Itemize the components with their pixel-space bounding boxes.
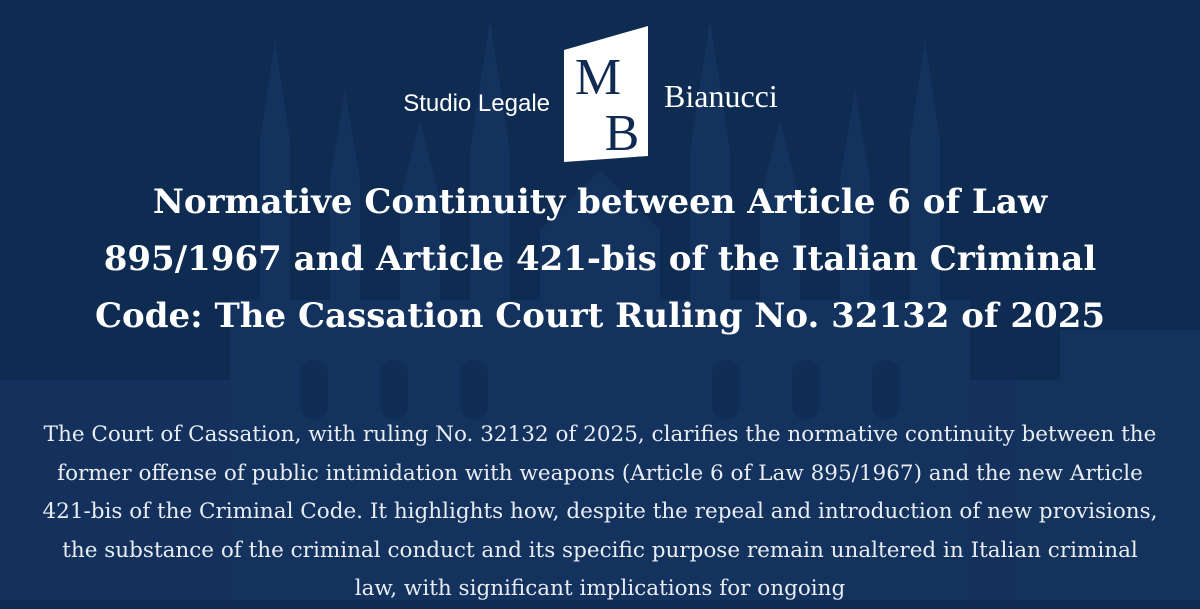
article-summary: The Court of Cassation, with ruling No. 32132 of 2025, clarifies the normative continuity between the former offense of public intimidation with weapons (Article 6 of Law 895/1967) and the new Article 421-bis of the Criminal Code. It highlights how, despite the repeal and introduction of new provisions, the substance of the criminal conduct and its specific purpose remain unaltered in Italian criminal law, with significant implications for ongoing xyxy=(42,422,1158,601)
monogram-letter-m: M xyxy=(574,49,622,106)
article-title: Normative Continuity between Article 6 of Law 895/1967 and Article 421-bis of the Italian Criminal Code: The Cassation Court Ruling No. 32132 of 2025 xyxy=(94,182,1106,336)
monogram-letter-b: B xyxy=(604,105,640,162)
logo-bianucci-text: Bianucci xyxy=(664,78,778,114)
mb-monogram-icon xyxy=(560,26,654,162)
firm-logo xyxy=(0,26,1200,166)
logo-studio-legale-text: Studio Legale xyxy=(403,90,550,117)
